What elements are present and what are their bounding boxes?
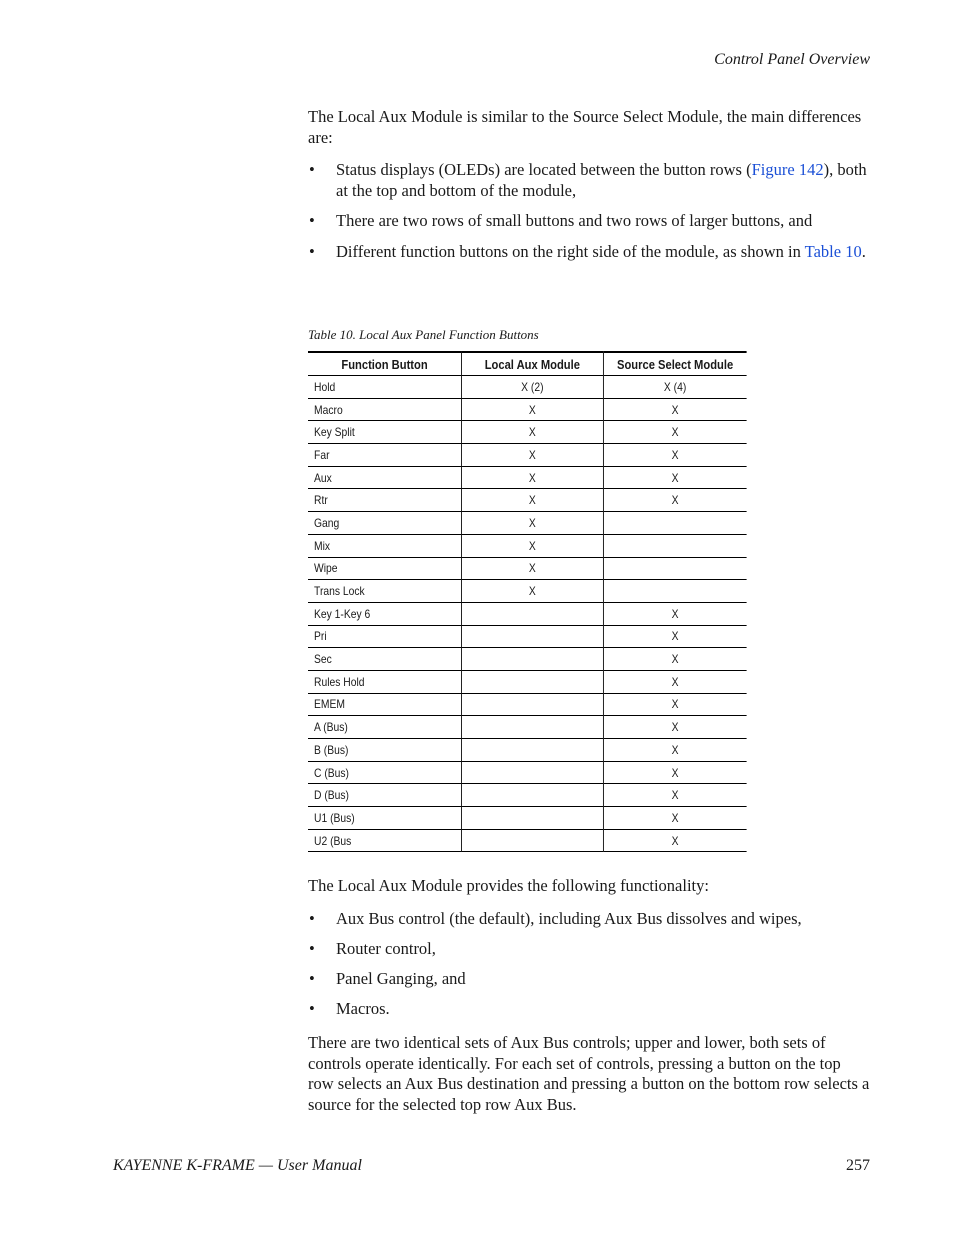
function-button-cell: Mix [308, 534, 462, 557]
function-button-cell: Key Split [308, 421, 462, 444]
source-select-cell [603, 512, 746, 535]
table-row [308, 739, 747, 762]
table-caption: Table 10. Local Aux Panel Function Buttons [308, 327, 539, 342]
source-select-cell: X [603, 693, 746, 716]
local-aux-cell [462, 602, 604, 625]
function-button-cell: U1 (Bus) [308, 807, 462, 830]
functionality-list-item [308, 999, 870, 1020]
table-body [308, 376, 747, 852]
differences-list-item [308, 211, 870, 232]
local-aux-cell [462, 716, 604, 739]
local-aux-cell [462, 807, 604, 830]
source-select-cell: X [603, 829, 746, 852]
table-row [308, 512, 747, 535]
local-aux-cell [462, 670, 604, 693]
table-row [308, 376, 747, 399]
local-aux-cell: X [462, 466, 604, 489]
bullet-icon: • [309, 241, 315, 261]
local-aux-cell [462, 784, 604, 807]
cross-reference-link[interactable]: Table 10 [804, 241, 862, 261]
source-select-cell: X [603, 716, 746, 739]
table-header-row [308, 352, 747, 376]
local-aux-cell [462, 829, 604, 852]
local-aux-cell: X (2) [462, 376, 604, 399]
bullet-text: Status displays (OLEDs) are located between the button rows ( [336, 160, 752, 179]
column-header-local-aux: Local Aux Module [462, 352, 604, 376]
functionality-list-container [308, 909, 870, 1029]
bullet-icon: • [309, 211, 315, 230]
local-aux-cell [462, 648, 604, 671]
function-button-cell: Key 1-Key 6 [308, 602, 462, 625]
local-aux-cell: X [462, 489, 604, 512]
bullet-icon: • [309, 969, 315, 988]
function-button-cell: Macro [308, 398, 462, 421]
function-button-cell: Trans Lock [308, 580, 462, 603]
local-aux-cell [462, 739, 604, 762]
table-row [308, 444, 747, 467]
source-select-cell: X [603, 398, 746, 421]
source-select-cell: X (4) [603, 376, 746, 399]
functionality-list [308, 909, 870, 1020]
table-row [308, 534, 747, 557]
bullet-icon: • [309, 999, 315, 1018]
function-button-cell: Far [308, 444, 462, 467]
functionality-intro-text: The Local Aux Module provides the following functionality: [308, 876, 709, 895]
bullet-text: Aux Bus control (the default), including Aux Bus dissolves and wipes, [336, 909, 802, 928]
table-row [308, 807, 747, 830]
source-select-cell [603, 534, 746, 557]
function-button-cell: Hold [308, 376, 462, 399]
function-button-cell: C (Bus) [308, 761, 462, 784]
local-aux-cell [462, 761, 604, 784]
differences-list-item [308, 160, 870, 201]
bullet-text: Panel Ganging, and [336, 969, 466, 988]
closing-text: There are two identical sets of Aux Bus controls; upper and lower, both sets of controls operate identically. For each set of controls, pressing a button on the top row selects an Aux Bus destination and pressing a button on the bottom row selects a source for the selected top row Aux Bus. [308, 1033, 870, 1114]
functionality-list-item [308, 939, 870, 960]
bullet-text: Macros. [336, 999, 390, 1018]
source-select-cell: X [603, 739, 746, 762]
source-select-cell: X [603, 444, 746, 467]
local-aux-cell: X [462, 580, 604, 603]
cross-reference-link[interactable]: Figure 142 [751, 160, 824, 179]
function-button-cell: EMEM [308, 693, 462, 716]
source-select-cell: X [603, 602, 746, 625]
table-row [308, 670, 747, 693]
function-button-cell: Rules Hold [308, 670, 462, 693]
bullet-icon: • [309, 160, 315, 179]
source-select-cell: X [603, 807, 746, 830]
footer-manual-title: KAYENNE K-FRAME — User Manual [113, 1157, 362, 1174]
closing-paragraph [308, 1033, 870, 1115]
local-aux-cell: X [462, 421, 604, 444]
differences-list-container [308, 160, 870, 272]
page-number: 257 [846, 1157, 870, 1174]
local-aux-cell: X [462, 398, 604, 421]
source-select-cell [603, 557, 746, 580]
intro-paragraph [308, 107, 870, 148]
table-row [308, 557, 747, 580]
local-aux-cell [462, 693, 604, 716]
source-select-cell [603, 580, 746, 603]
function-button-cell: D (Bus) [308, 784, 462, 807]
function-button-cell: Gang [308, 512, 462, 535]
table-row [308, 580, 747, 603]
functionality-intro [308, 876, 870, 897]
column-header-source-select: Source Select Module [603, 352, 746, 376]
source-select-cell: X [603, 784, 746, 807]
local-aux-cell: X [462, 512, 604, 535]
bullet-text: Router control, [336, 939, 436, 958]
source-select-cell: X [603, 625, 746, 648]
local-aux-cell: X [462, 444, 604, 467]
functionality-list-item [308, 909, 870, 930]
function-button-cell: A (Bus) [308, 716, 462, 739]
table-row [308, 398, 747, 421]
table-row [308, 716, 747, 739]
function-button-cell: Pri [308, 625, 462, 648]
bullet-icon: • [309, 909, 315, 928]
source-select-cell: X [603, 466, 746, 489]
table-row [308, 693, 747, 716]
source-select-cell: X [603, 670, 746, 693]
table-row [308, 489, 747, 512]
local-aux-cell [462, 625, 604, 648]
table-row [308, 466, 747, 489]
functionality-list-item [308, 969, 870, 990]
table-row [308, 784, 747, 807]
source-select-cell: X [603, 761, 746, 784]
table-row [308, 421, 747, 444]
function-button-cell: B (Bus) [308, 739, 462, 762]
page-header-title: Control Panel Overview [714, 51, 870, 68]
bullet-text: There are two rows of small buttons and two rows of larger buttons, and [336, 211, 813, 230]
function-button-cell: Aux [308, 466, 462, 489]
function-button-cell: Sec [308, 648, 462, 671]
source-select-cell: X [603, 421, 746, 444]
table-row [308, 648, 747, 671]
bullet-icon: • [309, 939, 315, 958]
table-row [308, 625, 747, 648]
table-row [308, 761, 747, 784]
differences-list-item [308, 242, 870, 263]
bullet-text-continued: ), both at the top and bottom of the module, [336, 160, 867, 200]
column-header-function-button: Function Button [308, 352, 462, 376]
function-button-cell: Wipe [308, 557, 462, 580]
local-aux-cell: X [462, 557, 604, 580]
function-buttons-table [308, 351, 747, 852]
local-aux-cell: X [462, 534, 604, 557]
bullet-text-continued: . [861, 241, 866, 261]
table-row [308, 829, 747, 852]
function-button-cell: Rtr [308, 489, 462, 512]
table-row [308, 602, 747, 625]
source-select-cell: X [603, 489, 746, 512]
function-button-cell: U2 (Bus [308, 829, 462, 852]
differences-list [308, 160, 870, 262]
intro-text: The Local Aux Module is similar to the Source Select Module, the main differences are: [308, 107, 862, 147]
source-select-cell: X [603, 648, 746, 671]
bullet-text: Different function buttons on the right side of the module, as shown in [336, 241, 805, 261]
